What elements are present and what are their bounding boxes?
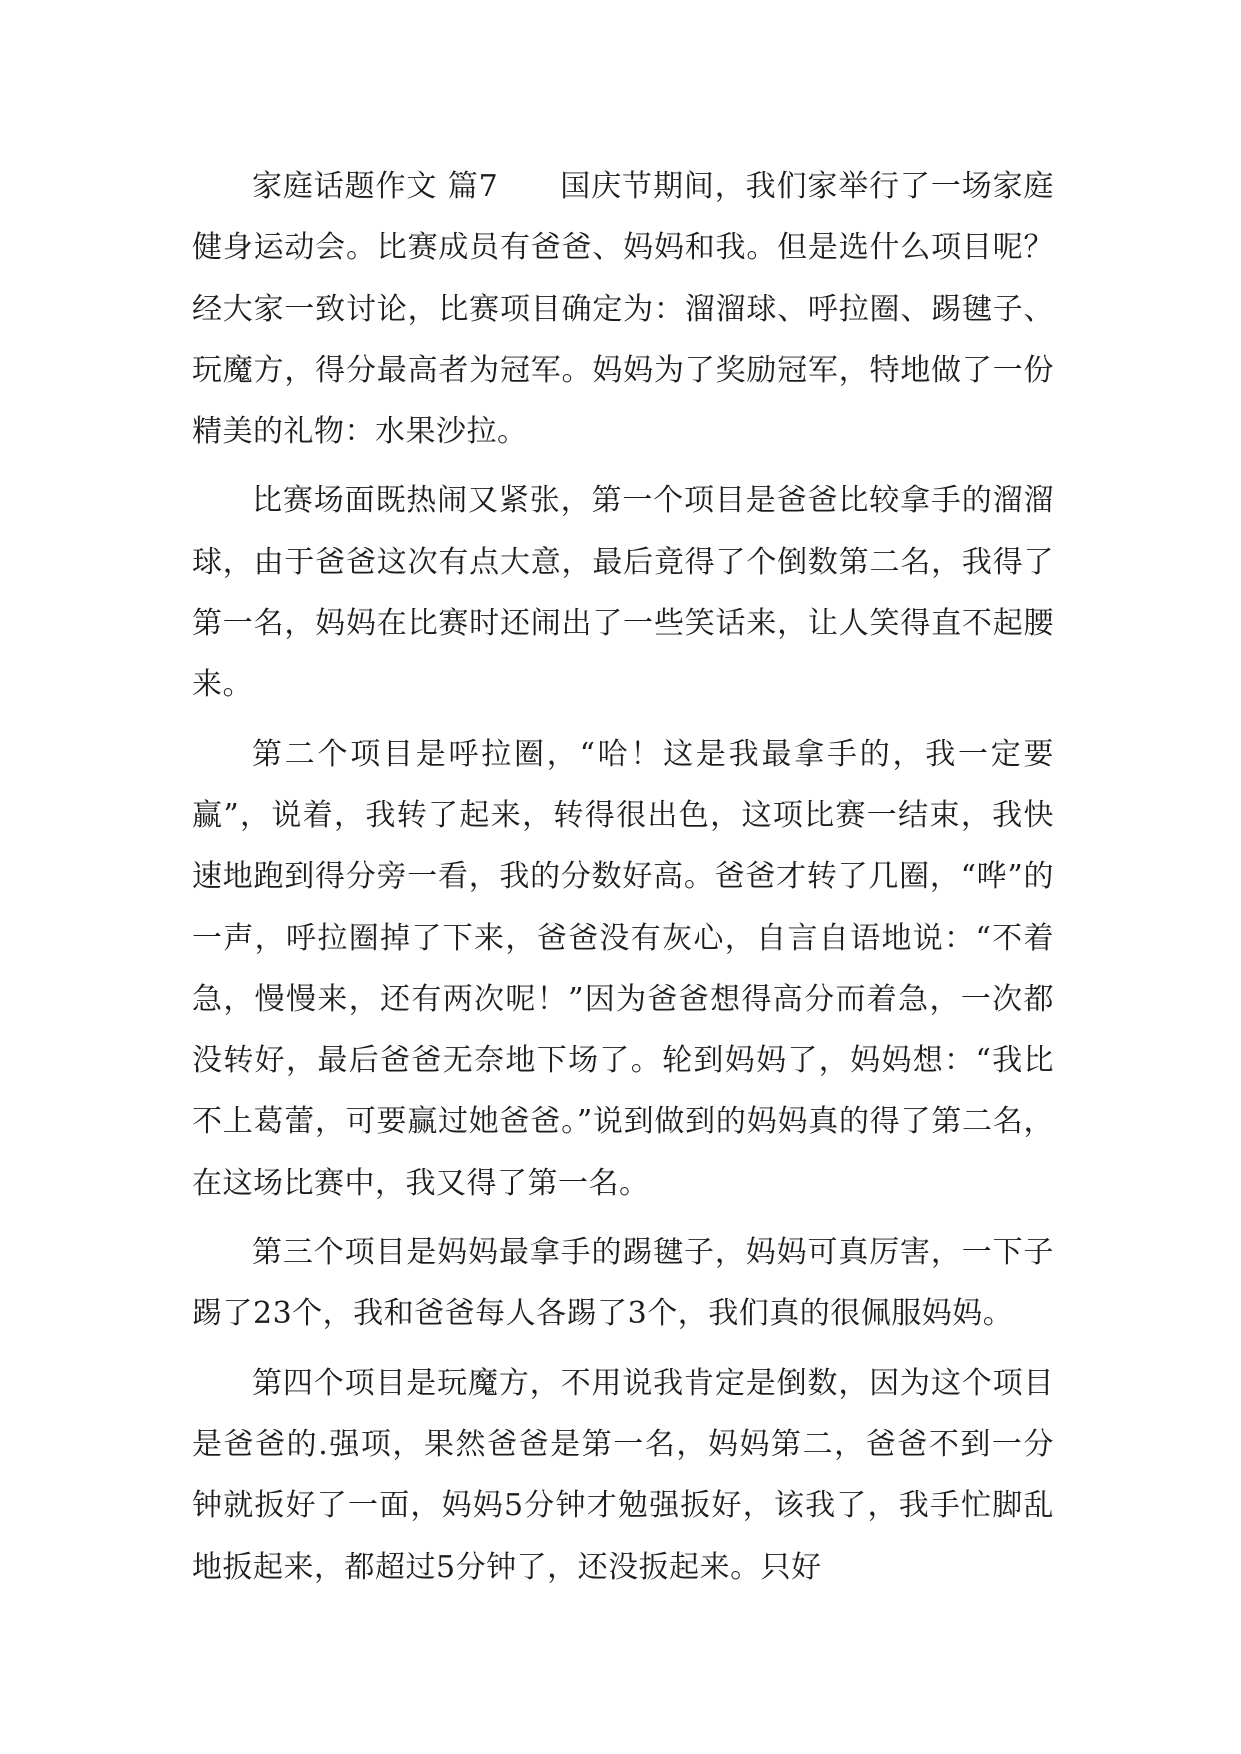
paragraph-1: 家庭话题作文 篇7 国庆节期间，我们家举行了一场家庭健身运动会。比赛成员有爸爸、妈妈和我。但是选什么项目呢？经大家一致讨论，比赛项目确定为：溜溜球、呼拉圈、踢毽子、玩魔方，得分最高者为冠军。妈妈为了奖励冠军，特地做了一份精美的礼物：水果沙拉。 xyxy=(192,169,1054,450)
paragraph-2: 比赛场面既热闹又紧张，第一个项目是爸爸比较拿手的溜溜球，由于爸爸这次有点大意，最后竟得了个倒数第二名，我得了第一名，妈妈在比赛时还闹出了一些笑话来，让人笑得直不起腰来。 xyxy=(192,483,1054,703)
paragraph-5: 第四个项目是玩魔方，不用说我肯定是倒数，因为这个项目是爸爸的.强项，果然爸爸是第一名，妈妈第二，爸爸不到一分钟就扳好了一面，妈妈5分钟才勉强扳好，该我了，我手忙脚乱地扳起来，都超过5分钟了，还没扳起来。只好 xyxy=(192,1365,1054,1585)
document-page xyxy=(192,156,1054,1598)
paragraph-3: 第二个项目是呼拉圈，“哈！这是我最拿手的，我一定要赢”，说着，我转了起来，转得很出色，这项比赛一结束，我快速地跑到得分旁一看，我的分数好高。爸爸才转了几圈，“哗”的一声，呼拉圈掉了下来，爸爸没有灰心，自言自语地说：“不着急，慢慢来，还有两次呢！”因为爸爸想得高分而着急，一次都没转好，最后爸爸无奈地下场了。轮到妈妈了，妈妈想：“我比不上葛蕾，可要赢过她爸爸。”说到做到的妈妈真的得了第二名，在这场比赛中，我又得了第一名。 xyxy=(192,736,1054,1201)
paragraph-4: 第三个项目是妈妈最拿手的踢毽子，妈妈可真厉害，一下子踢了23个，我和爸爸每人各踢了3个，我们真的很佩服妈妈。 xyxy=(192,1235,1054,1332)
